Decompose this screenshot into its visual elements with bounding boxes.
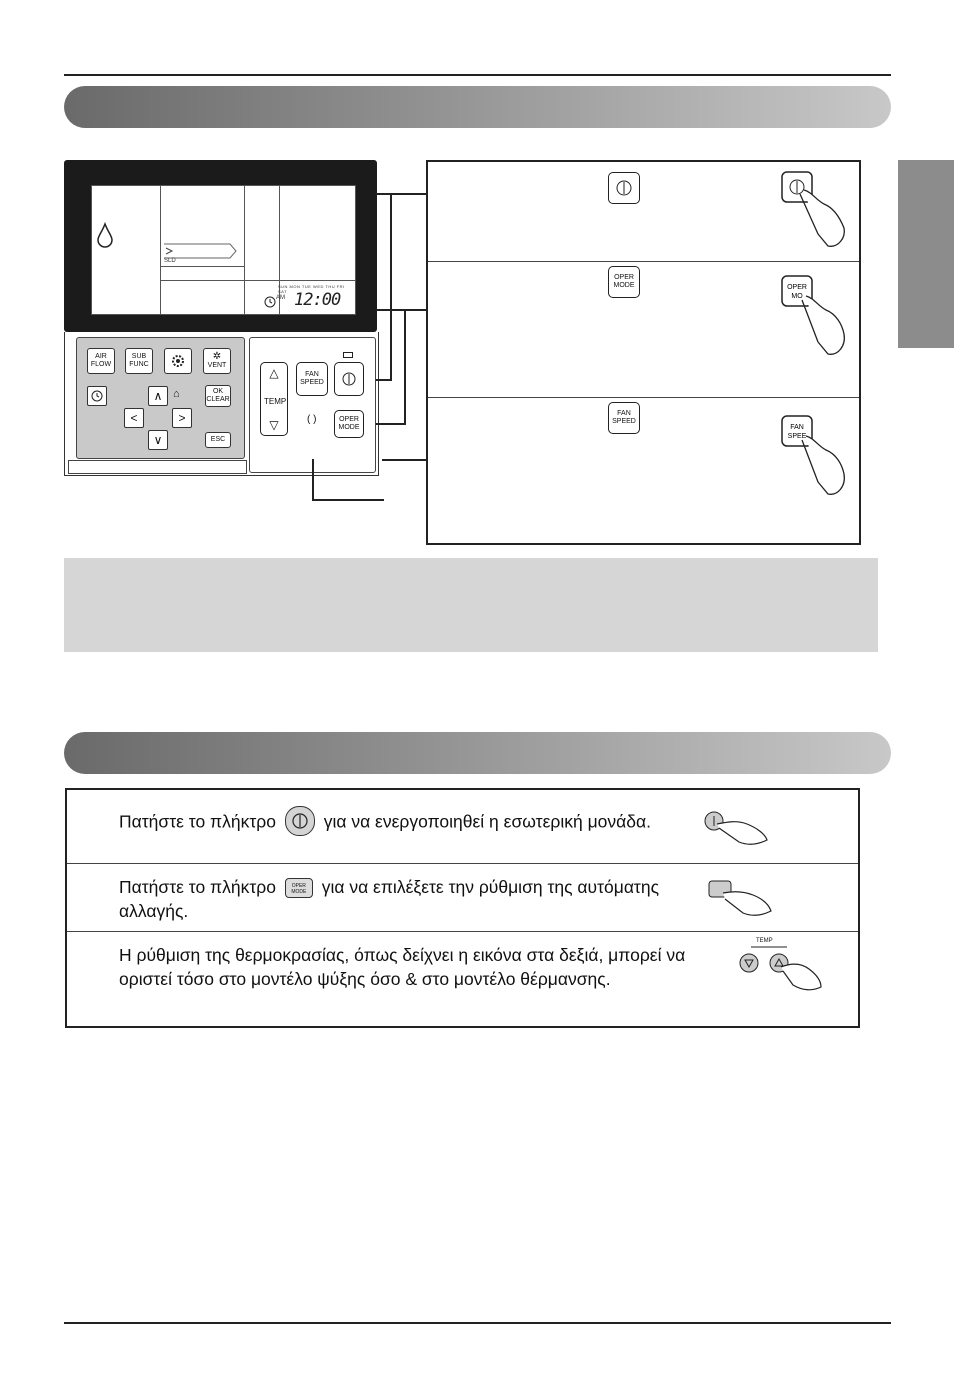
auto-changeover-table <box>65 788 860 1028</box>
air-flow-button[interactable]: AIR FLOW <box>87 348 115 374</box>
lcd-sld-label: SLD <box>164 258 176 264</box>
svg-text:OPER: OPER <box>787 284 807 291</box>
svg-text:SPEE: SPEE <box>787 433 807 440</box>
hand-pressing-power-small-icon <box>703 804 773 850</box>
step-oper-mode-key: OPER MODE <box>608 266 640 298</box>
note-box <box>64 558 878 652</box>
table-row <box>67 931 858 1026</box>
temp-down-icon: ▽ <box>269 418 279 432</box>
step-fan-speed-key: FAN SPEED <box>608 402 640 434</box>
hand-pressing-temp-icon <box>735 945 827 995</box>
lcd-clock: 12:00 <box>294 290 341 310</box>
sub-func-button[interactable]: SUB FUNC <box>125 348 153 374</box>
temp-label: TEMP <box>264 397 287 406</box>
water-drop-icon <box>96 222 114 248</box>
timer-button[interactable] <box>87 386 107 406</box>
language-side-tab <box>898 160 954 348</box>
step-text-before: Πατήστε το πλήκτρο <box>119 877 276 897</box>
oper-mode-inline-icon: OPER MODE <box>285 878 313 898</box>
power-icon <box>285 806 315 836</box>
step-text <box>119 875 699 923</box>
connector-line-oper-top <box>404 309 426 311</box>
vent-label: VENT <box>207 362 227 369</box>
hand-pressing-oper-mode-small-icon <box>707 875 777 919</box>
hand-pressing-power-icon <box>778 168 848 252</box>
step-text <box>119 808 699 838</box>
power-button[interactable] <box>334 362 364 396</box>
lcd-am-label: AM <box>276 295 285 301</box>
operation-steps-panel <box>426 160 861 545</box>
section-banner-operation <box>64 86 891 128</box>
power-icon <box>341 371 357 387</box>
receiver-icon: ( ) <box>307 414 317 425</box>
vent-icon: ✲ <box>212 351 222 362</box>
vent-button[interactable] <box>203 348 231 374</box>
up-arrow-button[interactable]: ∧ <box>148 386 168 406</box>
fan-speed-button[interactable]: FAN SPEED <box>296 362 328 396</box>
settings-button[interactable] <box>164 348 192 374</box>
hand-pressing-oper-mode-icon <box>778 272 848 362</box>
lcd-weekdays: SUN MON TUE WED THU FRI SAT <box>278 284 345 294</box>
step-text-after: για να ενεργοποιηθεί η εσωτερική μονάδα. <box>323 811 651 832</box>
step-text: Η ρύθμιση της θερμοκρασίας, όπως δείχνει η εικόνα στα δεξιά, μπορεί να οριστεί τόσο στο μοντέλο ψύξης όσο & στο μοντέλο θέρμανσης. <box>119 945 686 989</box>
table-row <box>67 790 858 864</box>
remote-keypad <box>76 337 245 459</box>
remote-hinge <box>68 460 247 474</box>
power-led <box>343 352 353 358</box>
connector-line-power-top <box>390 193 426 195</box>
top-rule <box>64 74 891 76</box>
temp-up-icon: △ <box>269 366 279 380</box>
svg-text:FAN: FAN <box>790 424 804 431</box>
power-icon <box>615 179 633 197</box>
section-banner-auto-changeover <box>64 732 891 774</box>
gear-icon <box>170 353 186 369</box>
connector-line-fan-top <box>382 459 426 501</box>
temp-label: TEMP <box>756 938 773 944</box>
ok-clear-button[interactable]: OK CLEAR <box>205 385 231 407</box>
clock-icon <box>264 296 276 308</box>
clock-icon <box>90 389 104 403</box>
connector-line-fan <box>312 459 384 501</box>
svg-text:MO: MO <box>791 293 803 300</box>
remote-lcd <box>91 185 356 315</box>
down-arrow-button[interactable]: ∨ <box>148 430 168 450</box>
table-row <box>67 863 858 932</box>
step-text-after: για να επιλέξετε την ρύθμιση της αυτόματης αλλαγής. <box>119 877 660 921</box>
remote-right-panel <box>249 337 376 473</box>
oper-mode-button[interactable]: OPER MODE <box>334 410 364 438</box>
bottom-rule <box>64 1322 891 1324</box>
hand-pressing-fan-speed-icon <box>778 412 848 502</box>
step-text-before: Πατήστε το πλήκτρο <box>119 811 276 832</box>
home-icon: ⌂ <box>173 388 180 400</box>
right-arrow-button[interactable]: > <box>172 408 192 428</box>
esc-button[interactable]: ESC <box>205 432 231 448</box>
connector-line-oper <box>376 309 406 425</box>
step-power-key <box>608 172 640 204</box>
left-arrow-button[interactable]: < <box>124 408 144 428</box>
